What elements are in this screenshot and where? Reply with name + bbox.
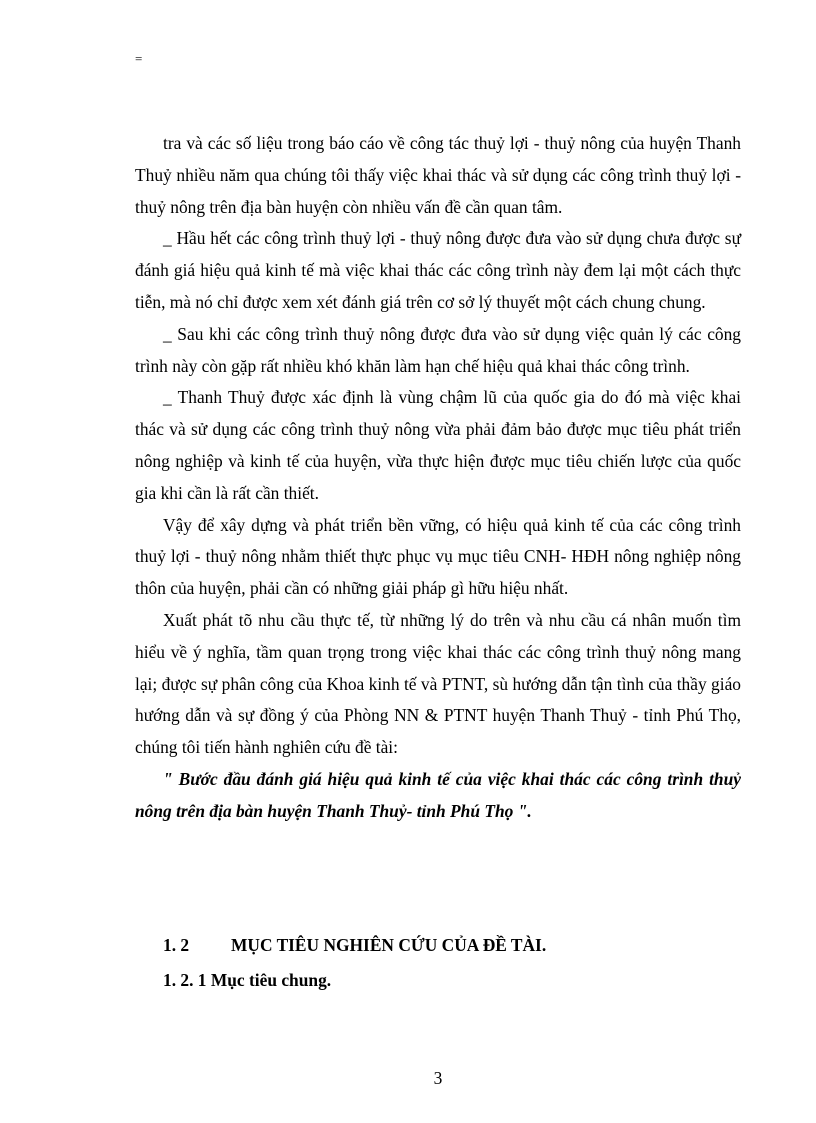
page-number: 3 — [433, 1068, 443, 1088]
section-title: MỤC TIÊU NGHIÊN CỨU CỦA ĐỀ TÀI. — [231, 935, 547, 955]
body-text — [135, 128, 741, 828]
paragraph-rationale: Xuất phát tõ nhu cầu thực tế, từ những lý do trên và nhu cầu cá nhân muốn tìm hiểu về ý nghĩa, tầm quan trọng trong việc khai thác các công trình thuỷ nông mang lại; được sự phân công của Khoa kinh tế và PTNT, sù hướng dẫn tận tình của thầy giáo hướng dẫn và sự đồng ý của Phòng NN & PTNT huyện Thanh Thuỷ - tỉnh Phú Thọ, chúng tôi tiến hành nghiên cứu đề tài: — [135, 609, 741, 758]
paragraph-bullet-evaluation: _ Hầu hết các công trình thuỷ lợi - thuỷ nông được đưa vào sử dụng chưa được sự đánh giá hiệu quả kinh tế mà việc khai thác các công trình này đem lại một cách thực tiễn, mà nó chỉ được xem xét đánh giá trên cơ sở lý thuyết một cách chung chung. — [135, 228, 741, 312]
corner-mark: = — [135, 51, 143, 66]
subsection-heading: 1. 2. 1 Mục tiêu chung. — [163, 970, 332, 990]
section-number: 1. 2 — [163, 935, 190, 955]
paragraph-sustainable-development: Vậy để xây dựng và phát triển bền vững, có hiệu quả kinh tế của các công trình thuỷ lợi - thuỷ nông nhằm thiết thực phục vụ mục tiêu CNH- HĐH nông nghiệp nông thôn của huyện, phải cần có những giải pháp gì hữu hiệu nhất. — [135, 514, 741, 599]
paragraph-bullet-flood-zone: _ Thanh Thuỷ được xác định là vùng chậm lũ của quốc gia do đó mà việc khai thác và sử dụng các công trình thuỷ nông vừa phải đảm bảo được mục tiêu phát triển nông nghiệp và kinh tế của huyện, vừa thực hiện được mục tiêu chiến lược của quốc gia khi cần là rất cần thiết. — [135, 387, 741, 503]
section-heading — [163, 930, 546, 960]
paragraph-intro-continued: tra và các số liệu trong báo cáo về công tác thuỷ lợi - thuỷ nông của huyện Thanh Thuỷ nhiều năm qua chúng tôi thấy việc khai thác và sử dụng các công trình thuỷ lợi - thuỷ nông trên địa bàn huyện còn nhiều vấn đề cần quan tâm. — [135, 133, 741, 217]
paragraph-bullet-management: _ Sau khi các công trình thuỷ nông được đưa vào sử dụng việc quản lý các công trình này còn gặp rất nhiều khó khăn làm hạn chế hiệu quả khai thác công trình. — [135, 323, 741, 376]
thesis-title: " Bước đầu đánh giá hiệu quả kinh tế của việc khai thác các công trình thuỷ nông trên địa bàn huyện Thanh Thuỷ- tỉnh Phú Thọ ". — [135, 768, 741, 821]
